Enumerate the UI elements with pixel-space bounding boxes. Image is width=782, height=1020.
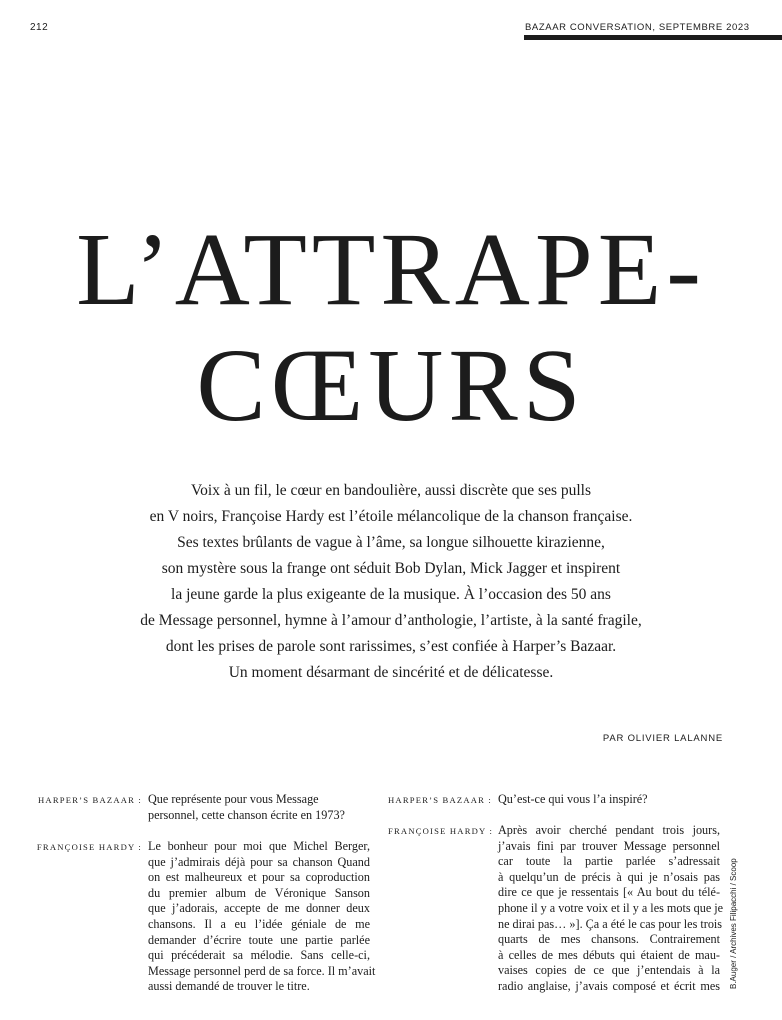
header-rule <box>524 35 782 40</box>
standfirst-line: son mystère sous la frange ont séduit Bob Dylan, Mick Jagger et inspirent <box>161 560 621 577</box>
standfirst-line: en V noirs, Françoise Hardy est l’étoile mélancolique de la chanson française. <box>149 508 633 525</box>
standfirst <box>100 478 682 686</box>
byline: PAR OLIVIER LALANNE <box>602 733 723 744</box>
speaker-label-hardy: FRANÇOISE HARDY : <box>36 842 142 852</box>
photo-credit: B.Auger / Archives Filipacchi / Scoop <box>729 858 738 989</box>
standfirst-line: la jeune garde la plus exigeante de la musique. À l’occasion des 50 ans <box>171 586 611 603</box>
answer-line: chansons. Il a eu l’idée géniale de me <box>148 916 370 931</box>
answer-line: vaises copies de ce que j’entendais à la <box>498 963 720 978</box>
answer-line: phone il y a votre voix et il y a les mots que je <box>498 900 724 915</box>
standfirst-line: Un moment désarmant de sincérité et de délicatesse. <box>228 664 554 681</box>
page-number: 212 <box>30 22 49 33</box>
answer-line: qui précéderait sa mélodie. Sans celle-ci, <box>148 948 370 963</box>
speaker-label-bazaar: HARPER’S BAZAAR : <box>38 795 142 805</box>
answer-line: que j’admirais déjà pour sa chanson Quand <box>148 854 370 869</box>
answer-line: radio anglaise, j’avais composé et écrit mes <box>498 978 720 993</box>
answer-line: on est malheureux et pour sa coproduction <box>148 870 370 885</box>
answer-line: à quelqu’un de précis à qui je n’osais pas <box>498 869 720 884</box>
answer-line: Après avoir cherché pendant trois jours, <box>498 823 720 837</box>
answer-line: à celles de mes débuts qui étaient de mau- <box>498 947 720 962</box>
answer-line: Le bonheur pour moi que Michel Berger, <box>148 839 370 853</box>
answer-line: que j’adorais, accepte de me donner deux <box>148 901 370 916</box>
question-line: Qu’est-ce qui vous l’a inspiré? <box>498 792 648 806</box>
standfirst-line: Ses textes brûlants de vague à l’âme, sa longue silhouette kirazienne, <box>177 534 605 551</box>
question-line: personnel, cette chanson écrite en 1973? <box>148 807 345 822</box>
standfirst-line: Voix à un fil, le cœur en bandoulière, aussi discrète que ses pulls <box>190 482 592 499</box>
answer-line: du premier album de Véronique Sanson <box>148 885 370 900</box>
answer-line: j’avais fini par trouver Message personnel <box>498 838 720 853</box>
speaker-label-hardy: FRANÇOISE HARDY : <box>388 826 494 836</box>
answer-text <box>148 839 376 995</box>
standfirst-line: dont les prises de parole sont rarissimes, s’est confiée à Harper’s Bazaar. <box>165 638 617 655</box>
answer-line: dire ce que je ressentais [« Au bout du télé- <box>498 885 720 900</box>
answer-line: car toute la partie parlée s’adressait <box>498 854 720 869</box>
answer-line: demander d’écrire toute une partie parlée <box>148 932 370 947</box>
question-text <box>148 792 370 823</box>
question-text <box>498 792 720 808</box>
running-head: BAZAAR CONVERSATION, SEPTEMBRE 2023 <box>525 22 750 33</box>
answer-text <box>498 823 724 995</box>
answer-line: Message personnel perd de sa force. Il m’avait <box>148 963 376 978</box>
headline-line-1: L’ATTRAPE- <box>76 212 706 327</box>
answer-line: aussi demandé de trouver le titre. <box>148 979 310 994</box>
speaker-label-bazaar: HARPER’S BAZAAR : <box>388 795 492 805</box>
standfirst-line: de Message personnel, hymne à l’amour d’anthologie, l’artiste, à la santé fragile, <box>140 612 642 629</box>
question-line: Que représente pour vous Message <box>148 792 319 806</box>
headline-line-2: CŒURS <box>196 328 586 443</box>
answer-line: quarts de mes chansons. Contrairement <box>498 932 720 947</box>
answer-line: ne dirai pas… »]. Ça a été le cas pour les trois <box>498 916 723 931</box>
